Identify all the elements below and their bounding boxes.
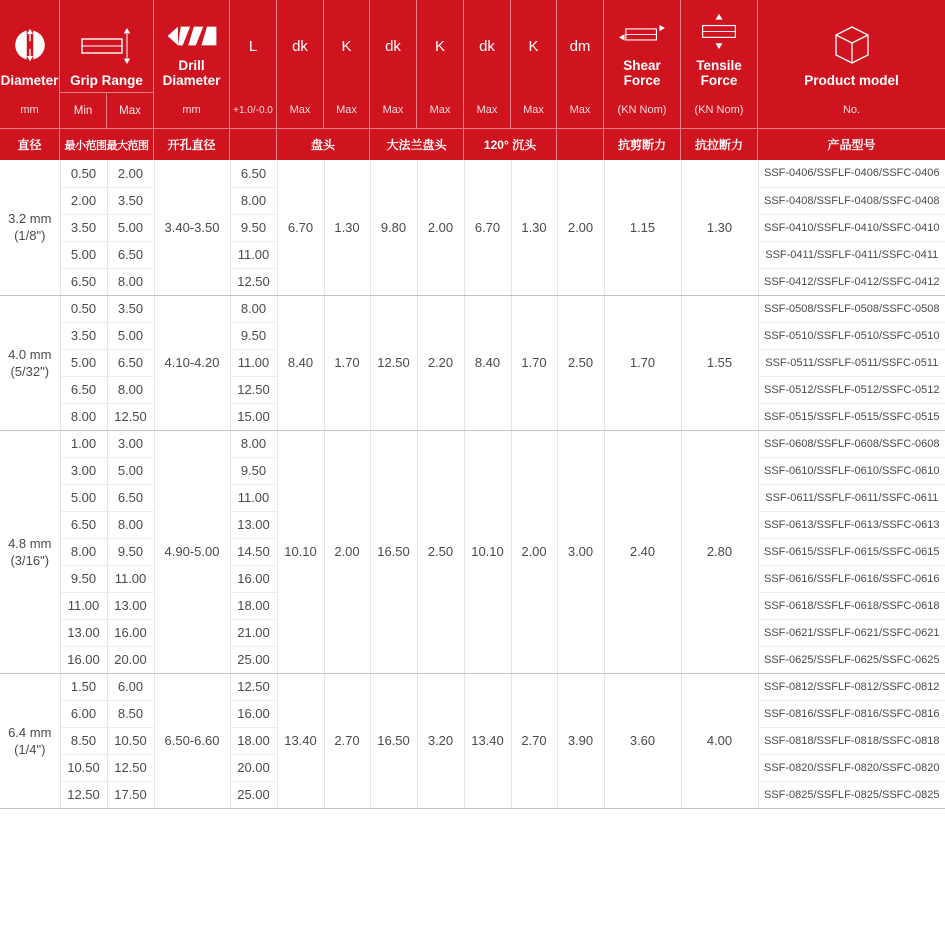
- diameter-cell: 3.2 mm (1/8"): [0, 160, 60, 295]
- drill-diameter-cell: 4.90-5.00: [154, 430, 230, 673]
- grip-max-cell: 8.00: [107, 376, 154, 403]
- grip-max-cell: 5.00: [107, 322, 154, 349]
- grip-max-cell: 16.00: [107, 619, 154, 646]
- header-tensile-title: Tensile Force: [696, 58, 742, 88]
- tensile-force-cell: 4.00: [681, 673, 758, 808]
- grip-min-cell: 6.50: [60, 268, 107, 295]
- length-cell: 25.00: [230, 646, 277, 673]
- grip-min-cell: 1.50: [60, 673, 107, 700]
- grip-max-cell: 12.50: [107, 754, 154, 781]
- tensile-force-cell: 1.55: [681, 295, 758, 430]
- header-drill-unit: mm: [182, 104, 201, 116]
- grip-min-cell: 3.50: [60, 214, 107, 241]
- header-diameter: [0, 0, 60, 128]
- product-model-cell: SSF-0816/SSFLF-0816/SSFC-0816: [758, 700, 945, 727]
- grip-min-cell: 2.00: [60, 187, 107, 214]
- length-cell: 6.50: [230, 160, 277, 187]
- zh-shear: 抗剪断力: [604, 128, 681, 160]
- header-grip-min: Min: [60, 93, 107, 128]
- header-grip-max: Max: [119, 104, 141, 117]
- product-model-cell: SSF-0410/SSFLF-0410/SSFC-0410: [758, 214, 945, 241]
- header-tensile-force: [681, 0, 758, 128]
- product-model-cell: SSF-0610/SSFLF-0610/SSFC-0610: [758, 457, 945, 484]
- product-model-cell: SSF-0812/SSFLF-0812/SSFC-0812: [758, 673, 945, 700]
- header-diameter-title: Diameter: [0, 73, 59, 88]
- grip-min-cell: 11.00: [60, 592, 107, 619]
- shear-force-cell: 3.60: [604, 673, 681, 808]
- spec-table-body: [0, 160, 945, 808]
- tensile-force-cell: 1.30: [681, 160, 758, 295]
- product-box-icon: [832, 24, 872, 66]
- k-pan-cell: 2.70: [324, 673, 370, 808]
- k-csk-cell: 1.70: [511, 295, 557, 430]
- zh-tensile: 抗拉断力: [681, 128, 758, 160]
- k-flange-cell: 2.50: [417, 430, 464, 673]
- grip-max-cell: 10.50: [107, 727, 154, 754]
- shear-force-cell: 1.15: [604, 160, 681, 295]
- length-cell: 13.00: [230, 511, 277, 538]
- dk-pan-cell: 13.40: [277, 673, 324, 808]
- header-k-flange-max: Max: [429, 104, 451, 116]
- length-cell: 8.00: [230, 187, 277, 214]
- table-header: [0, 0, 945, 160]
- grip-min-cell: 3.50: [60, 322, 107, 349]
- dk-flange-cell: 16.50: [370, 673, 417, 808]
- shear-force-cell: 2.40: [604, 430, 681, 673]
- length-cell: 9.50: [230, 457, 277, 484]
- header-dm-max: Max: [569, 104, 591, 116]
- header-dk-csk: [464, 0, 511, 128]
- k-pan-cell: 1.30: [324, 160, 370, 295]
- length-cell: 12.50: [230, 268, 277, 295]
- product-model-cell: SSF-0508/SSFLF-0508/SSFC-0508: [758, 295, 945, 322]
- dk-pan-cell: 6.70: [277, 160, 324, 295]
- header-shear-unit: (KN Nom): [617, 104, 667, 116]
- length-cell: 18.00: [230, 727, 277, 754]
- header-product-model: [758, 0, 945, 128]
- dm-cell: 3.90: [557, 673, 604, 808]
- product-model-cell: SSF-0515/SSFLF-0515/SSFC-0515: [758, 403, 945, 430]
- grip-max-cell: 3.50: [107, 187, 154, 214]
- header-dk-flange-symbol: dk: [385, 37, 401, 55]
- k-flange-cell: 2.00: [417, 160, 464, 295]
- grip-min-cell: 8.50: [60, 727, 107, 754]
- header-grip-range: [60, 0, 154, 128]
- header-dk-pan-symbol: dk: [292, 37, 308, 55]
- k-flange-cell: 2.20: [417, 295, 464, 430]
- zh-dm-empty: [557, 128, 604, 160]
- product-model-cell: SSF-0611/SSFLF-0611/SSFC-0611: [758, 484, 945, 511]
- length-cell: 11.00: [230, 241, 277, 268]
- length-cell: 9.50: [230, 214, 277, 241]
- product-model-cell: SSF-0613/SSFLF-0613/SSFC-0613: [758, 511, 945, 538]
- product-model-cell: SSF-0820/SSFLF-0820/SSFC-0820: [758, 754, 945, 781]
- grip-max-cell: 6.00: [107, 673, 154, 700]
- k-flange-cell: 3.20: [417, 673, 464, 808]
- header-shear-force: [604, 0, 681, 128]
- length-cell: 14.50: [230, 538, 277, 565]
- length-cell: 18.00: [230, 592, 277, 619]
- header-length-tolerance: +1.0/-0.0: [233, 104, 273, 116]
- product-model-cell: SSF-0621/SSFLF-0621/SSFC-0621: [758, 619, 945, 646]
- grip-min-cell: 0.50: [60, 160, 107, 187]
- dk-flange-cell: 9.80: [370, 160, 417, 295]
- grip-min-cell: 5.00: [60, 241, 107, 268]
- k-csk-cell: 1.30: [511, 160, 557, 295]
- spec-table: [0, 160, 945, 809]
- dk-flange-cell: 12.50: [370, 295, 417, 430]
- k-csk-cell: 2.70: [511, 673, 557, 808]
- header-dk-flange: [370, 0, 417, 128]
- zh-length-empty: [230, 128, 277, 160]
- product-model-cell: SSF-0406/SSFLF-0406/SSFC-0406: [758, 160, 945, 187]
- grip-min-cell: 6.00: [60, 700, 107, 727]
- header-shear-title: Shear Force: [623, 58, 661, 88]
- header-k-pan: [324, 0, 370, 128]
- table-row: [0, 430, 945, 457]
- grip-min-cell: 6.50: [60, 376, 107, 403]
- product-model-cell: SSF-0411/SSFLF-0411/SSFC-0411: [758, 241, 945, 268]
- length-cell: 16.00: [230, 565, 277, 592]
- length-cell: 11.00: [230, 484, 277, 511]
- tensile-force-cell: 2.80: [681, 430, 758, 673]
- product-model-cell: SSF-0825/SSFLF-0825/SSFC-0825: [758, 781, 945, 808]
- zh-product: 产品型号: [758, 128, 945, 160]
- grip-max-cell: 8.00: [107, 268, 154, 295]
- product-model-cell: SSF-0818/SSFLF-0818/SSFC-0818: [758, 727, 945, 754]
- grip-max-cell: 8.50: [107, 700, 154, 727]
- diameter-cell: 6.4 mm (1/4"): [0, 673, 60, 808]
- diameter-cell: 4.0 mm (5/32"): [0, 295, 60, 430]
- header-length: [230, 0, 277, 128]
- zh-drill: 开孔直径: [154, 128, 230, 160]
- grip-min-cell: 5.00: [60, 484, 107, 511]
- header-drill-title: Drill Diameter: [162, 58, 221, 88]
- grip-min-cell: 8.00: [60, 538, 107, 565]
- length-cell: 21.00: [230, 619, 277, 646]
- header-diameter-unit: mm: [20, 104, 39, 116]
- dk-flange-cell: 16.50: [370, 430, 417, 673]
- product-model-cell: SSF-0511/SSFLF-0511/SSFC-0511: [758, 349, 945, 376]
- grip-min-cell: 10.50: [60, 754, 107, 781]
- grip-max-cell: 8.00: [107, 511, 154, 538]
- header-dk-csk-symbol: dk: [479, 37, 495, 55]
- grip-max-cell: 6.50: [107, 484, 154, 511]
- shear-force-cell: 1.70: [604, 295, 681, 430]
- dk-csk-cell: 10.10: [464, 430, 511, 673]
- length-cell: 9.50: [230, 322, 277, 349]
- header-dk-csk-max: Max: [476, 104, 498, 116]
- grip-max-cell: 9.50: [107, 538, 154, 565]
- header-product-title: Product model: [804, 73, 899, 88]
- dk-pan-cell: 8.40: [277, 295, 324, 430]
- zh-grip-range: 最小范围最大范围: [60, 128, 154, 160]
- grip-max-cell: 6.50: [107, 241, 154, 268]
- dk-csk-cell: 6.70: [464, 160, 511, 295]
- drill-diameter-cell: 4.10-4.20: [154, 295, 230, 430]
- header-dk-pan-max: Max: [289, 104, 311, 116]
- zh-diameter: 直径: [0, 128, 60, 160]
- grip-min-cell: 1.00: [60, 430, 107, 457]
- k-pan-cell: 2.00: [324, 430, 370, 673]
- header-dm: [557, 0, 604, 128]
- grip-min-cell: 16.00: [60, 646, 107, 673]
- product-model-cell: SSF-0616/SSFLF-0616/SSFC-0616: [758, 565, 945, 592]
- length-cell: 25.00: [230, 781, 277, 808]
- grip-min-cell: 8.00: [60, 403, 107, 430]
- table-row: [0, 295, 945, 322]
- header-dk-pan: [277, 0, 324, 128]
- grip-max-cell: 11.00: [107, 565, 154, 592]
- header-drill-diameter: [154, 0, 230, 128]
- header-k-csk: [511, 0, 557, 128]
- grip-min-cell: 9.50: [60, 565, 107, 592]
- length-cell: 8.00: [230, 295, 277, 322]
- header-k-csk-symbol: K: [528, 37, 539, 55]
- dm-cell: 2.50: [557, 295, 604, 430]
- product-model-cell: SSF-0608/SSFLF-0608/SSFC-0608: [758, 430, 945, 457]
- header-product-sub: No.: [842, 104, 861, 116]
- dm-cell: 3.00: [557, 430, 604, 673]
- grip-min-cell: 3.00: [60, 457, 107, 484]
- grip-min-cell: 12.50: [60, 781, 107, 808]
- product-model-cell: SSF-0618/SSFLF-0618/SSFC-0618: [758, 592, 945, 619]
- grip-max-cell: 12.50: [107, 403, 154, 430]
- product-model-cell: SSF-0510/SSFLF-0510/SSFC-0510: [758, 322, 945, 349]
- zh-flange-head: 大法兰盘头: [370, 128, 464, 160]
- header-dm-symbol: dm: [569, 37, 591, 55]
- grip-max-cell: 5.00: [107, 457, 154, 484]
- header-k-pan-max: Max: [336, 104, 357, 116]
- dk-csk-cell: 8.40: [464, 295, 511, 430]
- header-length-symbol: L: [248, 37, 258, 55]
- header-k-flange: [417, 0, 464, 128]
- product-model-cell: SSF-0512/SSFLF-0512/SSFC-0512: [758, 376, 945, 403]
- product-model-cell: SSF-0408/SSFLF-0408/SSFC-0408: [758, 187, 945, 214]
- grip-min-cell: 13.00: [60, 619, 107, 646]
- length-cell: 11.00: [230, 349, 277, 376]
- product-model-cell: SSF-0615/SSFLF-0615/SSFC-0615: [758, 538, 945, 565]
- header-k-pan-symbol: K: [341, 37, 352, 55]
- drill-bit-icon: [164, 21, 220, 51]
- k-csk-cell: 2.00: [511, 430, 557, 673]
- grip-min-cell: 0.50: [60, 295, 107, 322]
- header-grip-range-title: Grip Range: [70, 73, 143, 88]
- tensile-force-icon: [695, 11, 743, 51]
- grip-range-icon: [80, 26, 134, 66]
- product-model-cell: SSF-0412/SSFLF-0412/SSFC-0412: [758, 268, 945, 295]
- product-model-cell: SSF-0625/SSFLF-0625/SSFC-0625: [758, 646, 945, 673]
- drill-diameter-cell: 6.50-6.60: [154, 673, 230, 808]
- table-row: [0, 673, 945, 700]
- grip-max-cell: 13.00: [107, 592, 154, 619]
- drill-diameter-cell: 3.40-3.50: [154, 160, 230, 295]
- diameter-cell: 4.8 mm (3/16"): [0, 430, 60, 673]
- header-dk-flange-max: Max: [382, 104, 404, 116]
- grip-max-cell: 3.00: [107, 430, 154, 457]
- grip-max-cell: 6.50: [107, 349, 154, 376]
- length-cell: 15.00: [230, 403, 277, 430]
- length-cell: 12.50: [230, 376, 277, 403]
- grip-max-cell: 5.00: [107, 214, 154, 241]
- grip-min-cell: 5.00: [60, 349, 107, 376]
- grip-max-cell: 17.50: [107, 781, 154, 808]
- zh-csk-head: 120° 沉头: [464, 128, 557, 160]
- zh-pan-head: 盘头: [277, 128, 370, 160]
- grip-max-cell: 20.00: [107, 646, 154, 673]
- table-row: [0, 160, 945, 187]
- header-k-csk-max: Max: [523, 104, 544, 116]
- length-cell: 12.50: [230, 673, 277, 700]
- grip-max-cell: 2.00: [107, 160, 154, 187]
- length-cell: 8.00: [230, 430, 277, 457]
- dk-csk-cell: 13.40: [464, 673, 511, 808]
- diameter-icon: [9, 24, 51, 66]
- grip-max-cell: 3.50: [107, 295, 154, 322]
- dm-cell: 2.00: [557, 160, 604, 295]
- shear-force-icon: [614, 17, 670, 51]
- header-tensile-unit: (KN Nom): [694, 104, 744, 116]
- dk-pan-cell: 10.10: [277, 430, 324, 673]
- length-cell: 16.00: [230, 700, 277, 727]
- grip-min-cell: 6.50: [60, 511, 107, 538]
- length-cell: 20.00: [230, 754, 277, 781]
- header-k-flange-symbol: K: [434, 37, 445, 55]
- k-pan-cell: 1.70: [324, 295, 370, 430]
